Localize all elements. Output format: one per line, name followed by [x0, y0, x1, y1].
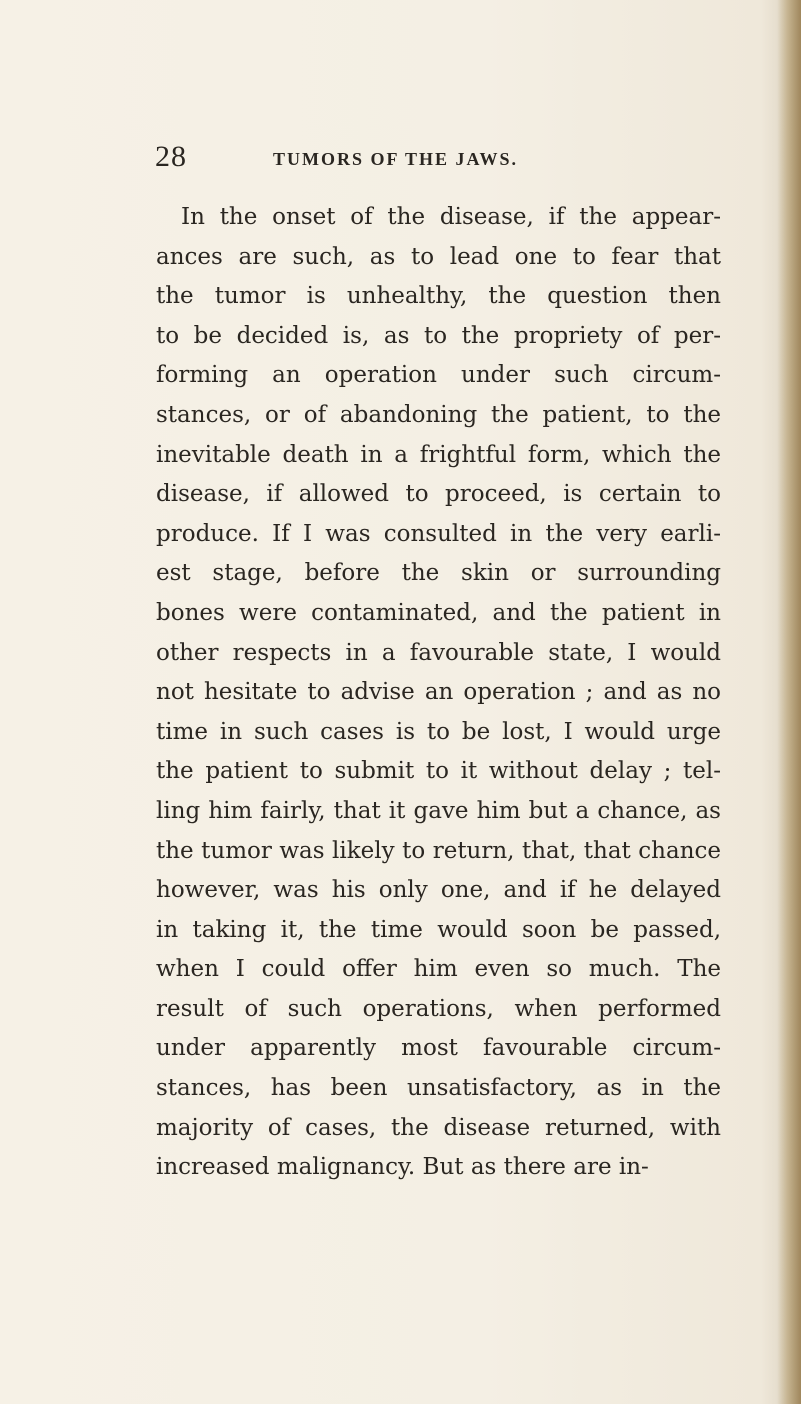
page-header	[155, 142, 715, 176]
text-line: the tumor is unhealthy, the question then	[156, 283, 721, 310]
text-line: to be decided is, as to the propriety of per-	[156, 322, 721, 349]
text-line: inevitable death in a frightful form, which the	[156, 441, 721, 468]
text-line: stances, has been unsatisfactory, as in the	[156, 1075, 721, 1102]
text-line: produce. If I was consulted in the very earli-	[156, 520, 721, 547]
text-line: bones were contaminated, and the patient in	[156, 599, 721, 626]
text-line: est stage, before the skin or surrounding	[156, 560, 721, 587]
text-line: forming an operation under such circum-	[156, 362, 721, 389]
text-line: stances, or of abandoning the patient, to the	[156, 401, 721, 428]
text-line: other respects in a favourable state, I would	[156, 639, 721, 666]
running-head: TUMORS OF THE JAWS.	[273, 149, 519, 169]
text-line: increased malignancy. But as there are in-	[156, 1154, 649, 1181]
text-line: In the onset of the disease, if the appear-	[181, 204, 721, 230]
text-line: when I could offer him even so much. The	[156, 956, 721, 983]
page-number: 28	[155, 140, 187, 173]
text-line: result of such operations, when performed	[156, 995, 721, 1022]
text-line: majority of cases, the disease returned, with	[156, 1114, 721, 1141]
text-line: however, was his only one, and if he delayed	[156, 877, 721, 904]
text-line: disease, if allowed to proceed, is certain to	[156, 481, 721, 508]
text-line: in taking it, the time would soon be passed,	[156, 916, 721, 943]
text-line: the patient to submit to it without delay ; tel-	[156, 758, 721, 785]
text-line: ances are such, as to lead one to fear that	[156, 243, 721, 270]
text-line: not hesitate to advise an operation ; and as no	[156, 679, 721, 706]
page-edge-shadow	[777, 0, 801, 1404]
text-line: the tumor was likely to return, that, that chance	[156, 837, 721, 864]
text-line: ling him fairly, that it gave him but a chance, as	[156, 797, 721, 824]
text-line: under apparently most favourable circum-	[156, 1035, 721, 1062]
text-line: time in such cases is to be lost, I would urge	[156, 718, 721, 745]
body-text	[156, 198, 721, 1188]
